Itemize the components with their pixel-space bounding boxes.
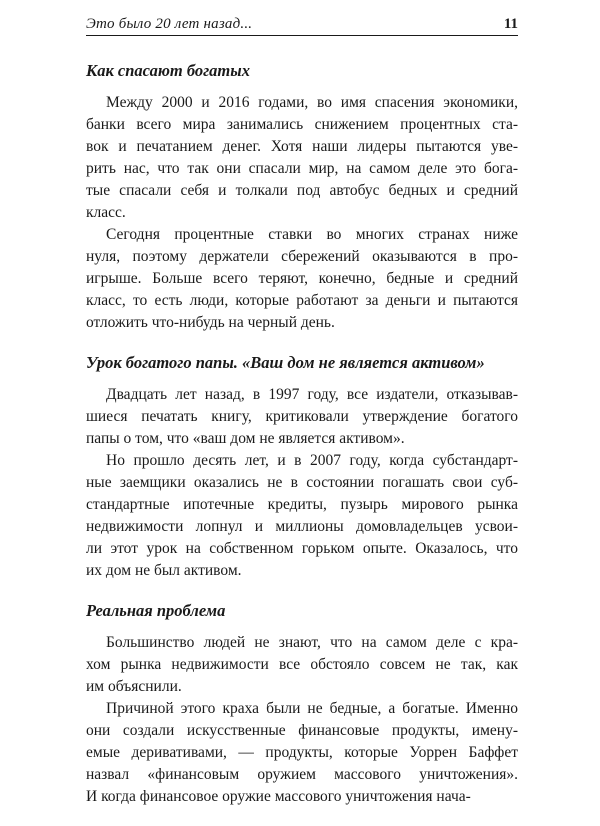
text-line: вок и печатанием денег. Хотя наши лидеры пытаются уве-: [86, 138, 518, 155]
text-line: недвижимости лопнул и миллионы домовладельцев усвои-: [86, 518, 518, 535]
text-line: ли этот урок на собственном горьком опыте. Оказалось, что: [86, 540, 518, 557]
section-heading: Урок богатого папы. «Ваш дом не является активом»: [86, 353, 485, 372]
section: [86, 352, 518, 582]
text-line: Между 2000 и 2016 годами, во имя спасения экономики,: [106, 94, 518, 111]
page-number: 11: [503, 16, 518, 32]
running-header: [86, 14, 518, 36]
paragraph: [86, 224, 518, 334]
text-line: игрыше. Больше всего теряют, конечно, бедные и средний: [86, 270, 518, 287]
paragraph: [86, 632, 518, 698]
text-line: Сегодня процентные ставки во многих странах ниже: [106, 226, 518, 243]
section: [86, 60, 518, 334]
text-line: стандартные ипотечные кредиты, пузырь мирового рынка: [86, 496, 518, 513]
text-line: Двадцать лет назад, в 1997 году, все издатели, отказывав-: [106, 386, 518, 403]
text-line: им объяснили.: [86, 678, 182, 695]
paragraph: [86, 698, 518, 808]
text-line: отложить что-нибудь на черный день.: [86, 314, 335, 331]
paragraph: [86, 450, 518, 582]
text-line: они создали искусственные финансовые продукты, имену-: [86, 722, 518, 739]
text-line: банки всего мира занимались снижением процентных ста-: [86, 116, 518, 133]
text-line: тые спасали себя и толкали под автобус бедных и средний: [86, 182, 518, 199]
section-heading: Реальная проблема: [86, 601, 226, 620]
text-line: шиеся печатать книгу, критиковали утверждение богатого: [86, 408, 518, 425]
text-line: их дом не был активом.: [86, 562, 242, 579]
paragraph: [86, 92, 518, 224]
text-line: ные заемщики оказались не в состоянии погашать свои суб-: [86, 474, 518, 491]
text-line: Но прошло десять лет, и в 2007 году, когда субстандарт-: [106, 452, 518, 469]
text-line: рить нас, что так они спасали мир, на самом деле это бога-: [86, 160, 518, 177]
paragraph: [86, 384, 518, 450]
text-line: класс.: [86, 204, 126, 221]
text-line: емые деривативами, — продукты, которые Уоррен Баффет: [86, 744, 518, 761]
text-line: Причиной этого краха были не бедные, а богатые. Именно: [106, 700, 518, 717]
section-heading: Как спасают богатых: [86, 61, 250, 80]
text-line: папы о том, что «ваш дом не является активом».: [86, 430, 405, 447]
text-line: И когда финансовое оружие массового уничтожения нача-: [86, 788, 471, 805]
section: [86, 600, 518, 808]
text-line: нуля, поэтому держатели сбережений оказываются в про-: [86, 248, 518, 265]
text-line: Большинство людей не знают, что на самом деле с кра-: [106, 634, 518, 651]
text-line: назвал «финансовым оружием массового уничтожения».: [86, 766, 518, 783]
running-title: Это было 20 лет назад...: [86, 16, 253, 32]
text-line: хом рынка недвижимости все обстояло совсем не так, как: [86, 656, 518, 673]
page-body: [86, 60, 518, 826]
text-line: класс, то есть люди, которые работают за деньги и пытаются: [86, 292, 518, 309]
